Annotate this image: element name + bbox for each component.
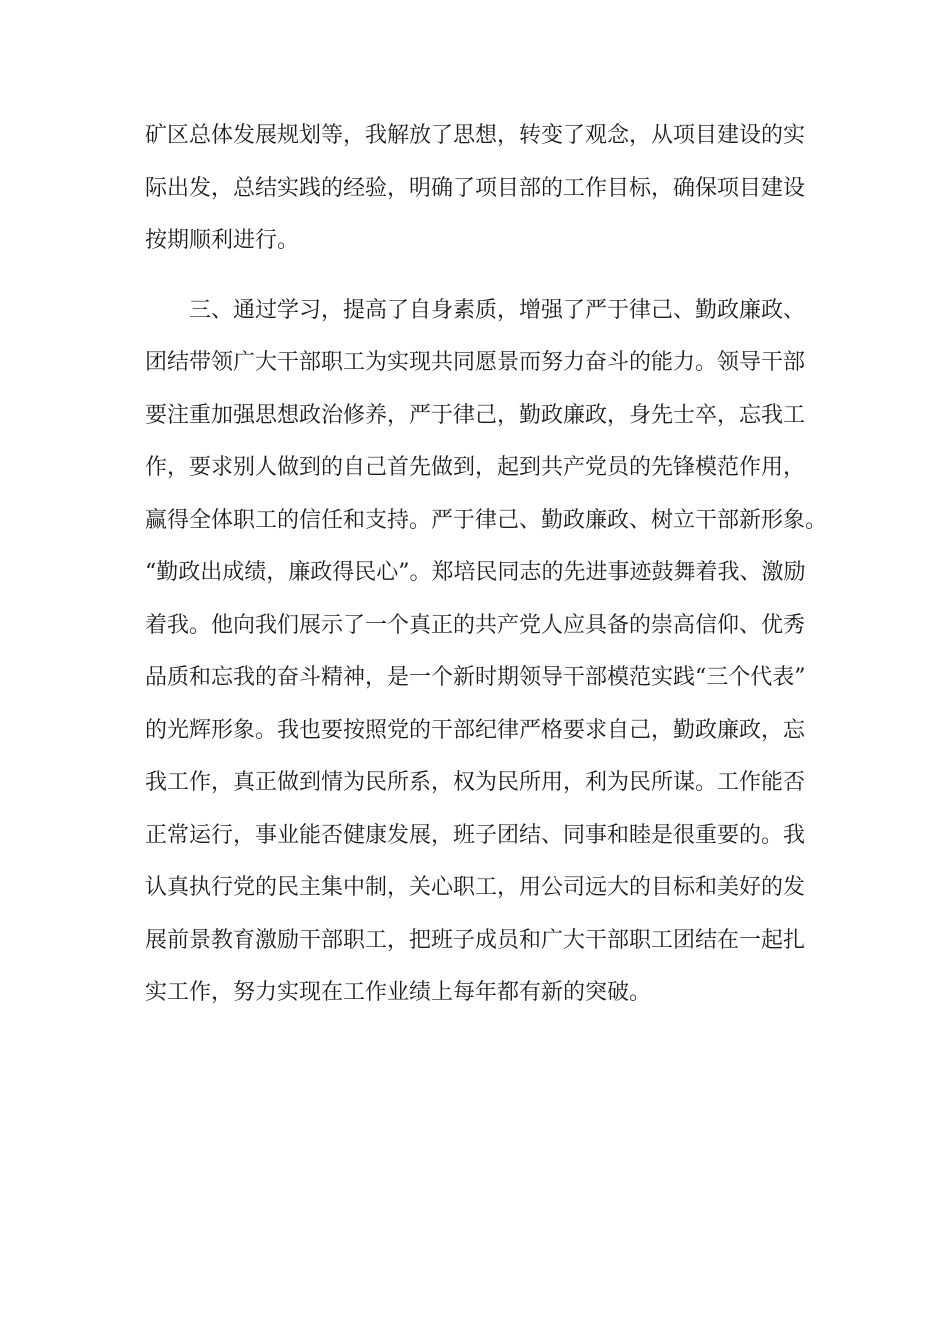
paragraph-1-line-3: 按期顺利进行。 [145,228,300,253]
paragraph-1-line-2: 际出发，总结实践的经验，明确了项目部的工作目标，确保项目建设 [145,176,806,201]
paragraph-2-line-5: 赢得全体职工的信任和支持。严于律己、勤政廉政、树立干部新形象。 [145,508,828,533]
paragraph-2-line-10: 我工作，真正做到情为民所系，权为民所用，利为民所谋。工作能否 [145,770,806,795]
paragraph-2-line-6: “勤政出成绩，廉政得民心”。郑培民同志的先进事迹鼓舞着我、激励 [145,560,806,585]
paragraph-2-line-7: 着我。他向我们展示了一个真正的共产党人应具备的崇高信仰、优秀 [145,613,806,638]
paragraph-2-line-8: 品质和忘我的奋斗精神，是一个新时期领导干部模范实践“三个代表” [145,665,806,690]
paragraph-2-line-4: 作，要求别人做到的自己首先做到，起到共产党员的先锋模范作用， [145,455,806,480]
paragraph-2-line-12: 认真执行党的民主集中制，关心职工，用公司远大的目标和美好的发 [145,875,806,900]
paragraph-2-line-2: 团结带领广大干部职工为实现共同愿景而努力奋斗的能力。领导干部 [145,350,806,375]
paragraph-2-line-11: 正常运行，事业能否健康发展，班子团结、同事和睦是很重要的。我 [145,823,806,848]
paragraph-2-line-14: 实工作，努力实现在工作业绩上每年都有新的突破。 [145,980,652,1005]
paragraph-2-line-9: 的光辉形象。我也要按照党的干部纪律严格要求自己，勤政廉政，忘 [145,718,806,743]
paragraph-2-line-1: 三、通过学习，提高了自身素质，增强了严于律己、勤政廉政、 [189,298,806,323]
paragraph-2-line-3: 要注重加强思想政治修养，严于律己，勤政廉政，身先士卒，忘我工 [145,403,806,428]
paragraph-2-line-13: 展前景教育激励干部职工，把班子成员和广大干部职工团结在一起扎 [145,928,806,953]
paragraph-1-line-1: 矿区总体发展规划等，我解放了思想，转变了观念，从项目建设的实 [145,123,806,148]
